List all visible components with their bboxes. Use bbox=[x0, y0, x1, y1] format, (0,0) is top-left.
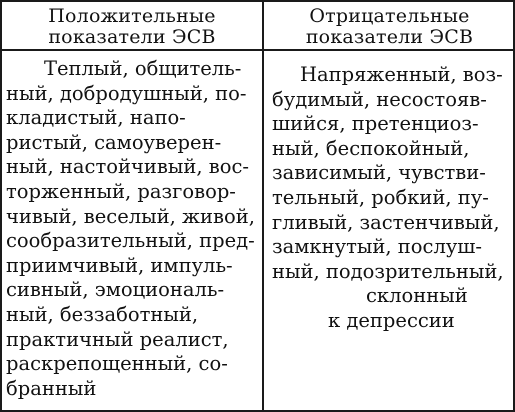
positive-trait-line: сивный, эмоциональ- bbox=[6, 278, 225, 302]
negative-trait-line: склонный bbox=[366, 284, 468, 308]
positive-trait-line: раскрепощенный, со- bbox=[6, 352, 228, 376]
header-positive-indicators bbox=[2, 2, 262, 51]
column-divider bbox=[262, 2, 264, 410]
table-header-row bbox=[2, 2, 513, 51]
positive-trait-line: чивый, веселый, живой, bbox=[6, 204, 255, 228]
positive-trait-line: ристый, самоуверен- bbox=[6, 130, 222, 154]
positive-trait-line: приимчивый, импуль- bbox=[6, 253, 233, 277]
negative-trait-line: шийся, претенциоз- bbox=[272, 112, 479, 136]
negative-trait-line: к депрессии bbox=[328, 308, 455, 332]
positive-trait-line: Теплый, общитель- bbox=[44, 57, 242, 80]
header-right-line-2: показатели ЭСВ bbox=[305, 25, 474, 48]
positive-trait-line: торженный, разговор- bbox=[6, 179, 236, 203]
positive-trait-line: ный, добродушный, по- bbox=[6, 81, 247, 105]
negative-trait-line: ный, беспокойный, bbox=[272, 136, 470, 160]
negative-trait-line: тельный, робкий, пу- bbox=[272, 185, 489, 209]
negative-trait-line: будимый, несостояв- bbox=[272, 87, 487, 111]
positive-trait-line: кладистый, напо- bbox=[6, 106, 186, 130]
negative-trait-line: замкнутый, послуш- bbox=[272, 235, 483, 259]
header-negative-indicators bbox=[264, 2, 515, 51]
header-left-line-2: показатели ЭСВ bbox=[48, 25, 216, 48]
positive-trait-line: ный, настойчивый, вос- bbox=[6, 155, 249, 179]
positive-traits-cell bbox=[6, 51, 256, 401]
negative-trait-line: Напряженный, воз- bbox=[300, 63, 503, 86]
positive-trait-line: ный, беззаботный, bbox=[6, 302, 199, 326]
negative-trait-line: ный, подозрительный, bbox=[272, 259, 504, 283]
negative-trait-line: гливый, застенчивый, bbox=[272, 210, 500, 234]
header-right-line-1: Отрицательные bbox=[309, 4, 470, 27]
negative-traits-cell bbox=[272, 51, 510, 334]
negative-trait-line: зависимый, чувстви- bbox=[272, 161, 486, 185]
positive-trait-line: бранный bbox=[6, 376, 97, 400]
positive-trait-line: сообразительный, пред- bbox=[6, 229, 255, 253]
positive-trait-line: практичный реалист, bbox=[6, 327, 229, 351]
header-left-line-1: Положительные bbox=[48, 4, 216, 27]
